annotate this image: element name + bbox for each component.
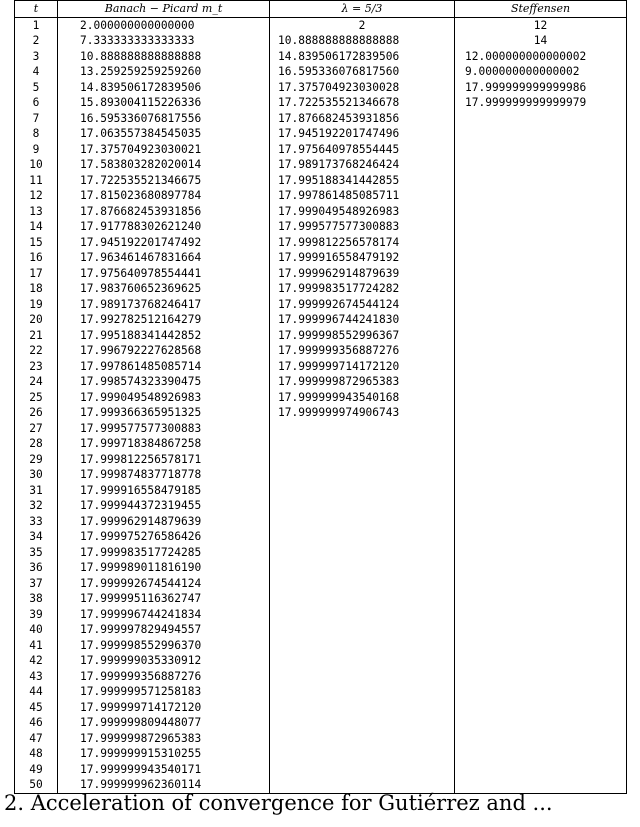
table-row xyxy=(15,746,627,762)
cell-t: 47 xyxy=(15,731,58,747)
table-row xyxy=(15,343,627,359)
table-row xyxy=(15,204,627,220)
cell-t: 45 xyxy=(15,700,58,716)
cell-lambda xyxy=(270,762,455,778)
table-row xyxy=(15,700,627,716)
cell-banach-picard: 17.999995116362747 xyxy=(58,591,270,607)
cell-banach-picard: 17.999997829494557 xyxy=(58,622,270,638)
cell-banach-picard: 17.999874837718778 xyxy=(58,467,270,483)
cell-steffensen: 17.999999999999979 xyxy=(455,95,627,111)
cell-steffensen xyxy=(455,622,627,638)
table-row xyxy=(15,684,627,700)
cell-steffensen xyxy=(455,591,627,607)
cell-steffensen xyxy=(455,638,627,654)
cell-banach-picard: 17.999999571258183 xyxy=(58,684,270,700)
cell-steffensen xyxy=(455,188,627,204)
cell-steffensen xyxy=(455,297,627,313)
table-row xyxy=(15,266,627,282)
cell-banach-picard: 2.000000000000000 xyxy=(58,17,270,33)
header-steffensen: Steffensen xyxy=(455,1,627,18)
cell-t: 27 xyxy=(15,421,58,437)
cell-t: 25 xyxy=(15,390,58,406)
table-row xyxy=(15,421,627,437)
table-row xyxy=(15,731,627,747)
table-row xyxy=(15,622,627,638)
cell-steffensen xyxy=(455,235,627,251)
cell-t: 19 xyxy=(15,297,58,313)
cell-t: 9 xyxy=(15,142,58,158)
cell-banach-picard: 17.999999915310255 xyxy=(58,746,270,762)
cell-steffensen xyxy=(455,684,627,700)
table-row xyxy=(15,715,627,731)
cell-t: 28 xyxy=(15,436,58,452)
cell-lambda: 17.999999356887276 xyxy=(270,343,455,359)
cell-lambda xyxy=(270,622,455,638)
cell-lambda: 17.999983517724282 xyxy=(270,281,455,297)
table-row xyxy=(15,235,627,251)
cell-t: 11 xyxy=(15,173,58,189)
header-lambda: λ = 5/3 xyxy=(270,1,455,18)
table-row xyxy=(15,80,627,96)
header-t: t xyxy=(15,1,58,18)
table-row xyxy=(15,17,627,33)
cell-lambda: 17.999996744241830 xyxy=(270,312,455,328)
cell-banach-picard: 17.999999356887276 xyxy=(58,669,270,685)
table-row xyxy=(15,452,627,468)
cell-t: 4 xyxy=(15,64,58,80)
cell-t: 8 xyxy=(15,126,58,142)
cell-lambda: 17.999999943540168 xyxy=(270,390,455,406)
cell-steffensen xyxy=(455,746,627,762)
cell-banach-picard: 17.999944372319455 xyxy=(58,498,270,514)
cell-steffensen: 9.000000000000002 xyxy=(455,64,627,80)
cell-steffensen xyxy=(455,157,627,173)
cell-t: 24 xyxy=(15,374,58,390)
cell-lambda: 17.999049548926983 xyxy=(270,204,455,220)
cell-banach-picard: 17.999577577300883 xyxy=(58,421,270,437)
cell-lambda xyxy=(270,576,455,592)
table-row xyxy=(15,669,627,685)
table-row xyxy=(15,467,627,483)
cell-banach-picard: 17.815023680897784 xyxy=(58,188,270,204)
cell-steffensen xyxy=(455,359,627,375)
table-row xyxy=(15,374,627,390)
table-row xyxy=(15,219,627,235)
cell-lambda: 17.945192201747496 xyxy=(270,126,455,142)
cell-t: 20 xyxy=(15,312,58,328)
cell-steffensen xyxy=(455,126,627,142)
cell-banach-picard: 17.999999714172120 xyxy=(58,700,270,716)
cell-banach-picard: 17.375704923030021 xyxy=(58,142,270,158)
cell-steffensen xyxy=(455,405,627,421)
cell-banach-picard: 17.999996744241834 xyxy=(58,607,270,623)
cell-banach-picard: 16.595336076817556 xyxy=(58,111,270,127)
table-caption: 2. Acceleration of convergence for Gutiérrez and ... xyxy=(4,791,553,815)
cell-banach-picard: 17.945192201747492 xyxy=(58,235,270,251)
cell-t: 46 xyxy=(15,715,58,731)
cell-t: 38 xyxy=(15,591,58,607)
cell-lambda: 17.995188341442855 xyxy=(270,173,455,189)
table-row xyxy=(15,328,627,344)
cell-steffensen xyxy=(455,421,627,437)
cell-t: 48 xyxy=(15,746,58,762)
cell-lambda: 17.999577577300883 xyxy=(270,219,455,235)
cell-steffensen xyxy=(455,514,627,530)
table-row xyxy=(15,390,627,406)
cell-banach-picard: 17.992782512164279 xyxy=(58,312,270,328)
cell-banach-picard: 17.876682453931856 xyxy=(58,204,270,220)
cell-banach-picard: 17.999812256578171 xyxy=(58,452,270,468)
cell-t: 16 xyxy=(15,250,58,266)
cell-lambda xyxy=(270,452,455,468)
cell-banach-picard: 7.333333333333333 xyxy=(58,33,270,49)
cell-lambda xyxy=(270,529,455,545)
cell-t: 2 xyxy=(15,33,58,49)
table-row xyxy=(15,607,627,623)
cell-steffensen xyxy=(455,653,627,669)
table-row xyxy=(15,436,627,452)
table-row xyxy=(15,95,627,111)
cell-t: 34 xyxy=(15,529,58,545)
cell-t: 32 xyxy=(15,498,58,514)
cell-banach-picard: 17.999049548926983 xyxy=(58,390,270,406)
cell-lambda: 17.999916558479192 xyxy=(270,250,455,266)
cell-lambda xyxy=(270,545,455,561)
table-row xyxy=(15,64,627,80)
cell-t: 42 xyxy=(15,653,58,669)
cell-t: 21 xyxy=(15,328,58,344)
cell-steffensen xyxy=(455,111,627,127)
table-row xyxy=(15,173,627,189)
cell-lambda: 14.839506172839506 xyxy=(270,49,455,65)
cell-steffensen xyxy=(455,266,627,282)
cell-t: 50 xyxy=(15,777,58,793)
cell-banach-picard: 17.999999943540171 xyxy=(58,762,270,778)
cell-lambda xyxy=(270,514,455,530)
table-row xyxy=(15,250,627,266)
cell-steffensen xyxy=(455,715,627,731)
cell-t: 15 xyxy=(15,235,58,251)
cell-lambda xyxy=(270,467,455,483)
table-row xyxy=(15,638,627,654)
cell-lambda xyxy=(270,700,455,716)
cell-steffensen xyxy=(455,436,627,452)
cell-t: 10 xyxy=(15,157,58,173)
cell-banach-picard: 17.999366365951325 xyxy=(58,405,270,421)
cell-banach-picard: 17.999718384867258 xyxy=(58,436,270,452)
cell-banach-picard: 17.999999872965383 xyxy=(58,731,270,747)
table-row xyxy=(15,405,627,421)
cell-banach-picard: 17.583803282020014 xyxy=(58,157,270,173)
cell-banach-picard: 17.999989011816190 xyxy=(58,560,270,576)
cell-lambda: 17.876682453931856 xyxy=(270,111,455,127)
cell-t: 7 xyxy=(15,111,58,127)
cell-banach-picard: 17.997861485085714 xyxy=(58,359,270,375)
table-row xyxy=(15,545,627,561)
cell-steffensen xyxy=(455,762,627,778)
cell-steffensen xyxy=(455,343,627,359)
cell-t: 3 xyxy=(15,49,58,65)
cell-steffensen xyxy=(455,312,627,328)
cell-lambda: 17.997861485085711 xyxy=(270,188,455,204)
cell-lambda xyxy=(270,607,455,623)
cell-banach-picard: 17.999983517724285 xyxy=(58,545,270,561)
cell-steffensen: 12 xyxy=(455,17,627,33)
cell-banach-picard: 17.999999962360114 xyxy=(58,777,270,793)
cell-steffensen xyxy=(455,467,627,483)
cell-t: 6 xyxy=(15,95,58,111)
cell-lambda: 17.999962914879639 xyxy=(270,266,455,282)
cell-banach-picard: 17.999999809448077 xyxy=(58,715,270,731)
cell-lambda: 17.999992674544124 xyxy=(270,297,455,313)
cell-lambda xyxy=(270,591,455,607)
cell-lambda: 17.989173768246424 xyxy=(270,157,455,173)
table-row xyxy=(15,111,627,127)
table-row xyxy=(15,529,627,545)
table-row xyxy=(15,653,627,669)
cell-steffensen xyxy=(455,328,627,344)
cell-steffensen xyxy=(455,576,627,592)
cell-t: 1 xyxy=(15,17,58,33)
cell-steffensen xyxy=(455,219,627,235)
table-row xyxy=(15,157,627,173)
cell-banach-picard: 17.917788302621240 xyxy=(58,219,270,235)
table-row xyxy=(15,33,627,49)
cell-banach-picard: 15.893004115226336 xyxy=(58,95,270,111)
cell-steffensen xyxy=(455,669,627,685)
table-row xyxy=(15,188,627,204)
cell-t: 43 xyxy=(15,669,58,685)
table-row xyxy=(15,762,627,778)
cell-t: 49 xyxy=(15,762,58,778)
cell-steffensen xyxy=(455,700,627,716)
cell-banach-picard: 17.999992674544124 xyxy=(58,576,270,592)
cell-lambda xyxy=(270,638,455,654)
cell-banach-picard: 17.722535521346675 xyxy=(58,173,270,189)
table-header-row xyxy=(15,1,627,18)
cell-lambda xyxy=(270,421,455,437)
cell-lambda xyxy=(270,746,455,762)
cell-lambda: 17.999812256578174 xyxy=(270,235,455,251)
cell-banach-picard: 17.996792227628568 xyxy=(58,343,270,359)
header-banach-picard: Banach − Picard m_t xyxy=(58,1,270,18)
table-row xyxy=(15,560,627,576)
table-row xyxy=(15,498,627,514)
table-row xyxy=(15,514,627,530)
cell-t: 31 xyxy=(15,483,58,499)
cell-t: 26 xyxy=(15,405,58,421)
cell-t: 23 xyxy=(15,359,58,375)
cell-lambda: 17.375704923030028 xyxy=(270,80,455,96)
table-row xyxy=(15,576,627,592)
cell-t: 18 xyxy=(15,281,58,297)
cell-steffensen: 12.000000000000002 xyxy=(455,49,627,65)
cell-banach-picard: 17.999975276586426 xyxy=(58,529,270,545)
cell-steffensen: 17.999999999999986 xyxy=(455,80,627,96)
cell-steffensen xyxy=(455,452,627,468)
table-row xyxy=(15,142,627,158)
table-row xyxy=(15,281,627,297)
cell-lambda: 17.999998552996367 xyxy=(270,328,455,344)
cell-banach-picard: 17.989173768246417 xyxy=(58,297,270,313)
cell-banach-picard: 17.998574323390475 xyxy=(58,374,270,390)
cell-t: 30 xyxy=(15,467,58,483)
table-body xyxy=(15,17,627,793)
cell-t: 39 xyxy=(15,607,58,623)
table-row xyxy=(15,49,627,65)
iteration-table xyxy=(14,0,627,794)
cell-t: 40 xyxy=(15,622,58,638)
cell-t: 37 xyxy=(15,576,58,592)
cell-lambda xyxy=(270,498,455,514)
cell-banach-picard: 17.995188341442852 xyxy=(58,328,270,344)
cell-lambda xyxy=(270,731,455,747)
cell-steffensen xyxy=(455,560,627,576)
cell-t: 33 xyxy=(15,514,58,530)
cell-t: 5 xyxy=(15,80,58,96)
cell-lambda: 17.722535521346678 xyxy=(270,95,455,111)
cell-lambda: 17.999999872965383 xyxy=(270,374,455,390)
cell-banach-picard: 17.999916558479185 xyxy=(58,483,270,499)
cell-t: 41 xyxy=(15,638,58,654)
cell-banach-picard: 13.259259259259260 xyxy=(58,64,270,80)
table-row xyxy=(15,126,627,142)
cell-lambda xyxy=(270,560,455,576)
cell-steffensen xyxy=(455,173,627,189)
cell-steffensen xyxy=(455,529,627,545)
cell-banach-picard: 17.063557384545035 xyxy=(58,126,270,142)
cell-steffensen xyxy=(455,142,627,158)
table-row xyxy=(15,359,627,375)
cell-banach-picard: 17.999999035330912 xyxy=(58,653,270,669)
cell-t: 14 xyxy=(15,219,58,235)
table-row xyxy=(15,312,627,328)
cell-steffensen xyxy=(455,483,627,499)
table-row xyxy=(15,483,627,499)
cell-banach-picard: 17.975640978554441 xyxy=(58,266,270,282)
cell-lambda: 17.999999974906743 xyxy=(270,405,455,421)
cell-lambda: 2 xyxy=(270,17,455,33)
table-row xyxy=(15,591,627,607)
iteration-table-container xyxy=(14,0,626,794)
cell-steffensen xyxy=(455,281,627,297)
cell-t: 13 xyxy=(15,204,58,220)
table-row xyxy=(15,297,627,313)
cell-t: 29 xyxy=(15,452,58,468)
cell-lambda xyxy=(270,436,455,452)
cell-lambda: 16.595336076817560 xyxy=(270,64,455,80)
cell-steffensen xyxy=(455,731,627,747)
cell-t: 35 xyxy=(15,545,58,561)
cell-t: 36 xyxy=(15,560,58,576)
cell-steffensen xyxy=(455,250,627,266)
cell-lambda: 17.975640978554445 xyxy=(270,142,455,158)
cell-t: 44 xyxy=(15,684,58,700)
cell-banach-picard: 17.983760652369625 xyxy=(58,281,270,297)
cell-t: 12 xyxy=(15,188,58,204)
cell-lambda xyxy=(270,653,455,669)
cell-steffensen xyxy=(455,204,627,220)
cell-steffensen xyxy=(455,607,627,623)
cell-banach-picard: 14.839506172839506 xyxy=(58,80,270,96)
cell-banach-picard: 10.888888888888888 xyxy=(58,49,270,65)
cell-lambda xyxy=(270,483,455,499)
cell-steffensen xyxy=(455,545,627,561)
cell-lambda: 10.888888888888888 xyxy=(270,33,455,49)
cell-steffensen xyxy=(455,374,627,390)
cell-banach-picard: 17.999998552996370 xyxy=(58,638,270,654)
cell-lambda xyxy=(270,684,455,700)
cell-steffensen: 14 xyxy=(455,33,627,49)
cell-steffensen xyxy=(455,498,627,514)
cell-banach-picard: 17.963461467831664 xyxy=(58,250,270,266)
cell-steffensen xyxy=(455,390,627,406)
cell-t: 22 xyxy=(15,343,58,359)
cell-lambda xyxy=(270,715,455,731)
cell-lambda: 17.999999714172120 xyxy=(270,359,455,375)
cell-t: 17 xyxy=(15,266,58,282)
cell-lambda xyxy=(270,669,455,685)
cell-banach-picard: 17.999962914879639 xyxy=(58,514,270,530)
